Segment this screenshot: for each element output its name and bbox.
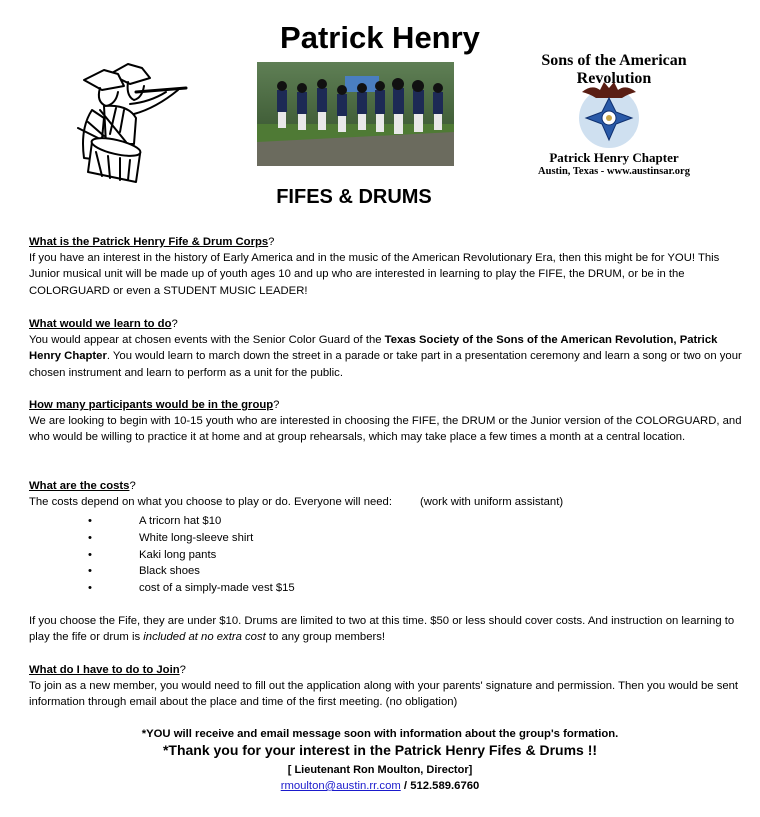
section-heading: What is the Patrick Henry Fife & Drum Corps — [29, 236, 269, 248]
section-participants: How many participants would be in the group? We are looking to begin with 10-15 youth who are interested in choosing the FIFE, the DRUM or the Junior version of the COLORGUARD, and who would be willing to practice it at home and at group rehearsals, which may take place a few times a month at a central location. — [29, 397, 744, 446]
director-line: [ Lieutenant Ron Moulton, Director] — [287, 764, 473, 776]
section-learn: What would we learn to do? You would appear at chosen events with the Senior Color Guard of the Texas Society of the Sons of the American Revolution, Patrick Henry Chapter. You would learn to march down the street in a parade or take part in a presentation ceremony and learn a song or two on your chosen instrument and learn to perform as a unit for the public. — [29, 316, 744, 381]
section-heading: What are the costs — [29, 480, 130, 492]
page-title: Patrick Henry — [280, 20, 480, 55]
document-subtitle: FIFES & DRUMS — [276, 186, 432, 208]
sar-insignia-icon — [570, 72, 648, 150]
section-heading: How many participants would be in the group — [29, 399, 274, 411]
section-costs: What are the costs? The costs depend on what you choose to play or do. Everyone will need: (work with uniform assistant) — [29, 478, 744, 510]
fife-drum-corps-photo — [257, 62, 454, 166]
email-link[interactable]: rmoulton@austin.rr.com — [280, 780, 401, 792]
section-body: We are looking to begin with 10-15 youth who are interested in choosing the FIFE, the DRUM or the Junior version of the COLORGUARD, and who would be willing to practice it at home and at group rehearsals, which may take place a few times a month at a central location. — [29, 415, 742, 444]
section-heading: What would we learn to do — [29, 318, 172, 330]
section-body: If you have an interest in the history of Early America and in the music of the American Revolutionary Era, then this might be for YOU! This Junior musical unit will be made up of youth ages 10 and up who are interested in learning to play the FIFE, the DRUM, or be in the COLORGUARD or even a STUDENT MUSIC LEADER! — [29, 252, 720, 297]
uniform-note: (work with uniform assistant) — [419, 496, 564, 509]
sar-chapter: Patrick Henry Chapter — [549, 150, 679, 165]
phone-number: / 512.589.6760 — [400, 780, 480, 792]
section-body: You would appear at chosen events with the Senior Color Guard of the Texas Society of the Sons of the American Revolution, Patrick Henry Chapter. You would learn to march down the street in a parade or take part in a presentation ceremony and learn a song or two on your chosen instrument and learn to perform as a unit for the public. — [29, 334, 742, 379]
thank-you-line: *Thank you for your interest in the Patrick Henry Fifes & Drums !! — [162, 742, 598, 758]
costs-extra: If you choose the Fife, they are under $10. Drums are limited to two at this time. $50 or less should cover costs. And instruction on learning to play the fife or drum is included at no extra cost to any group members! — [29, 615, 735, 644]
section-join: What do I have to do to Join? To join as a new member, you would need to fill out the application along with your parents' signature and permission. Then you would be sent information through email about the place and time of the first meeting. (no obligation) — [29, 662, 744, 711]
sar-title: Sons of the American Revolution — [541, 52, 687, 87]
sar-location: Austin, Texas - www.austinsar.org — [538, 166, 690, 177]
section-body: To join as a new member, you would need to fill out the application along with your parents' signature and permission. Then you would be sent information through email about the place and time of the first meeting. (no obligation) — [29, 680, 739, 709]
contact-line — [0, 780, 760, 792]
section-heading: What do I have to do to Join — [29, 664, 180, 676]
closing-note: *YOU will receive and email message soon with information about the group's formation. — [141, 728, 619, 740]
section-what-is: What is the Patrick Henry Fife & Drum Corps? If you have an interest in the history of Early America and in the music of the American Revolutionary Era, then this might be for YOU! This Junior musical unit will be made up of youth ages 10 and up who are interested in learning to play the FIFE, the DRUM, or be in the COLORGUARD or even a STUDENT MUSIC LEADER! — [29, 234, 744, 299]
section-body: The costs depend on what you choose to play or do. Everyone will need: (work with uniform assistant) — [29, 496, 564, 509]
fife-drummer-illustration — [70, 58, 192, 186]
